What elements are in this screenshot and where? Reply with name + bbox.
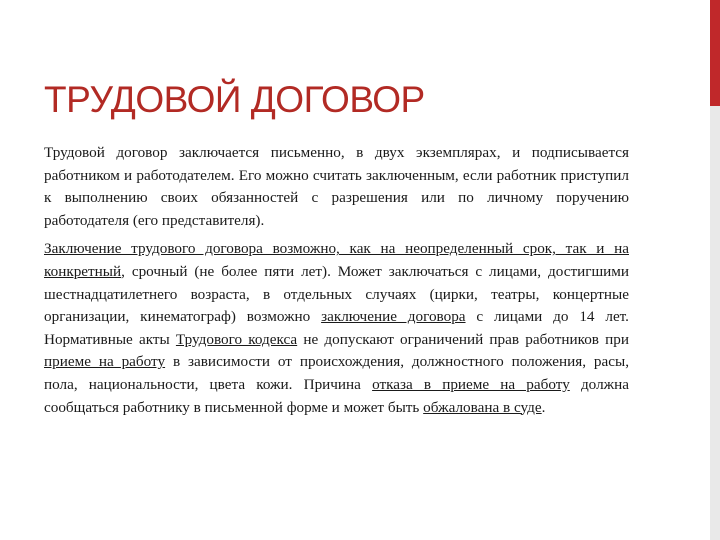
side-accent-bar-red — [710, 0, 720, 106]
link-labor-code[interactable]: Трудового кодекса — [175, 330, 298, 348]
link-court-appeal[interactable]: обжалована в суде — [423, 398, 542, 416]
slide-body — [44, 142, 629, 425]
text-segment: с лицами до 14 лет. Нормативные акты — [44, 308, 629, 348]
paragraph-1: Трудовой договор заключается письменно, в двух экземплярах, и подписывается работником и работодателем. Его можно считать заключенным, если работник приступил к выполнению своих обязанностей с разрешения или по личному поручению работодателя (его представителя). — [44, 144, 629, 229]
text-segment: . — [541, 398, 546, 416]
text-segment: в зависимости от происхождения, должностного положения, расы, пола, национальности, цвета кожи. Причина — [44, 353, 629, 393]
text-segment: не допускают ограничений прав работников при — [297, 330, 629, 348]
link-contract-conclusion[interactable]: заключение договора — [321, 308, 466, 326]
text-segment: должна сообщаться работнику в письменной форме и может быть — [44, 375, 630, 416]
link-hiring[interactable]: приеме на работу — [44, 353, 166, 371]
text-segment: , срочный (не более пяти лет). Может заключаться с лицами, достигшими шестнадцатилетнего возраста, в отдельных случаях (цирки, театры, концертные организации, кинематограф) возможно — [44, 262, 629, 326]
link-contract-term[interactable]: Заключение трудового договора возможно, как на неопределенный срок, так и на конкретный — [44, 240, 629, 280]
paragraph-2 — [44, 238, 629, 419]
link-hiring-refusal[interactable]: отказа в приеме на работу — [372, 375, 570, 393]
slide-title: ТРУДОВОЙ ДОГОВОР — [44, 79, 425, 120]
